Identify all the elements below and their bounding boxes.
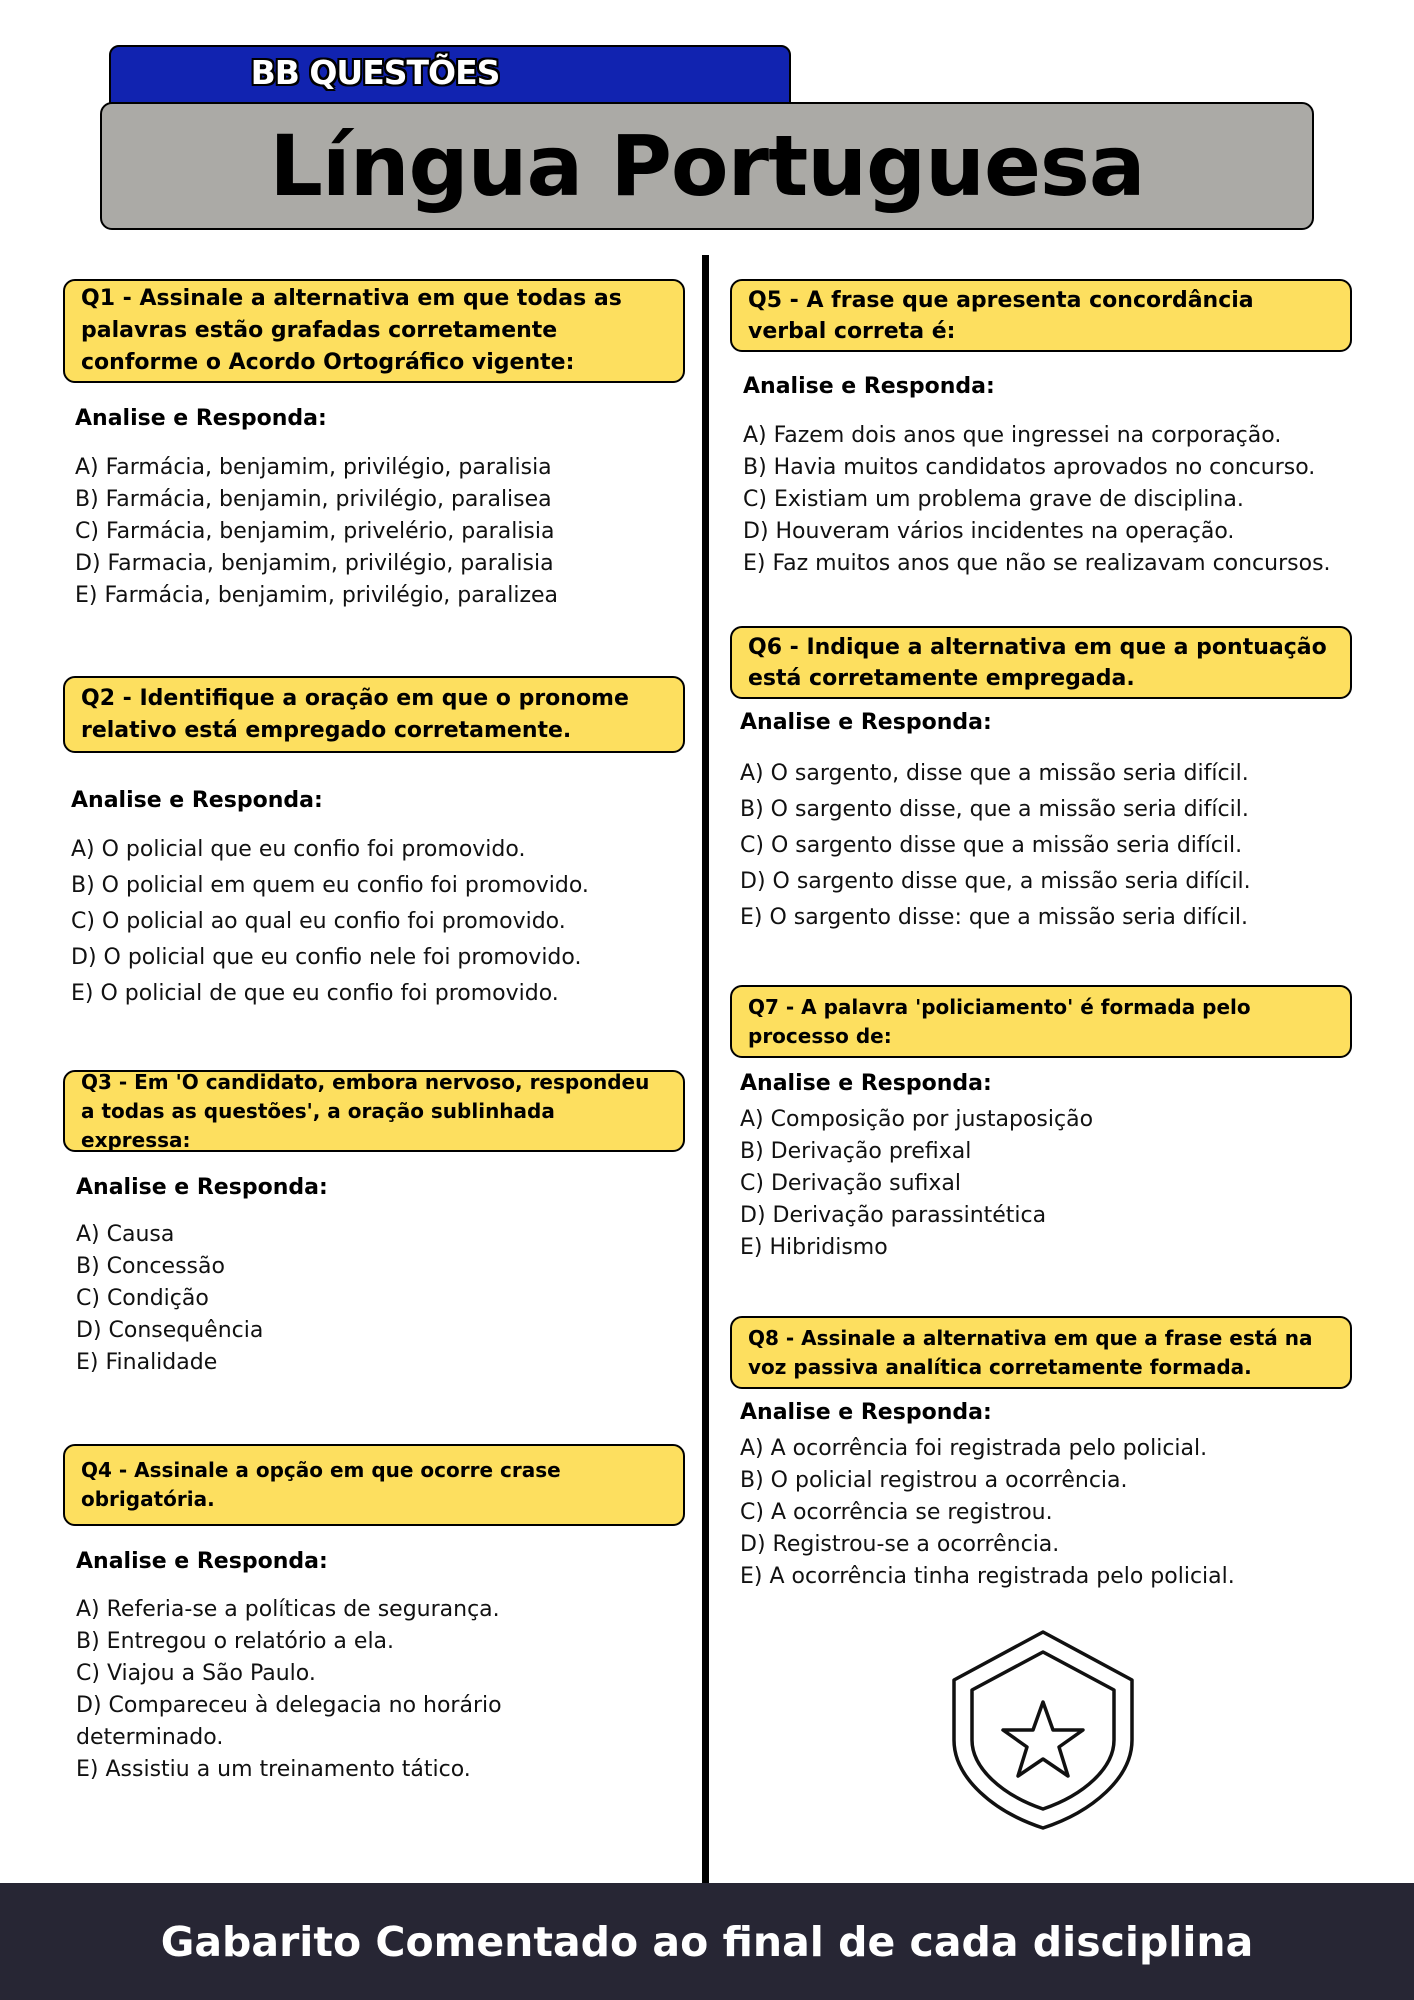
analise-label-q5: Analise e Responda: <box>743 374 995 399</box>
question-q5-box <box>730 279 1352 352</box>
option-q8-c[interactable]: C) A ocorrência se registrou. <box>740 1500 1053 1525</box>
option-q7-b[interactable]: B) Derivação prefixal <box>740 1139 972 1164</box>
option-q2-a[interactable]: A) O policial que eu confio foi promovido. <box>71 837 526 862</box>
option-q2-e[interactable]: E) O policial de que eu confio foi promovido. <box>71 981 559 1006</box>
analise-label-q2: Analise e Responda: <box>71 788 323 813</box>
option-q1-e[interactable]: E) Farmácia, benjamim, privilégio, paralizea <box>75 583 559 608</box>
options-q7 <box>740 1104 1093 1264</box>
option-q8-d[interactable]: D) Registrou-se a ocorrência. <box>740 1532 1060 1557</box>
option-q1-d[interactable]: D) Farmacia, benjamim, privilégio, paralisia <box>75 551 554 576</box>
option-q3-e[interactable]: E) Finalidade <box>76 1350 218 1375</box>
options-q3 <box>76 1219 263 1379</box>
options-q5 <box>743 420 1331 580</box>
option-q4-e[interactable]: E) Assistiu a um treinamento tático. <box>76 1757 471 1782</box>
option-q2-c[interactable]: C) O policial ao qual eu confio foi promovido. <box>71 909 566 934</box>
question-q5-text: Q5 - A frase que apresenta concordância verbal correta é: <box>748 287 1254 344</box>
option-q5-a[interactable]: A) Fazem dois anos que ingressei na corporação. <box>743 423 1282 448</box>
option-q4-b[interactable]: B) Entregou o relatório a ela. <box>76 1629 395 1654</box>
question-q8-text: Q8 - Assinale a alternativa em que a frase está na voz passiva analítica corretamente formada. <box>748 1325 1313 1379</box>
option-q4-d[interactable]: D) Compareceu à delegacia no horário determinado. <box>76 1693 502 1750</box>
footer-banner <box>0 1883 1414 2000</box>
option-q6-b[interactable]: B) O sargento disse, que a missão seria difícil. <box>740 797 1249 822</box>
analise-label-q7: Analise e Responda: <box>740 1071 992 1096</box>
question-q2-box <box>63 676 685 753</box>
option-q4-c[interactable]: C) Viajou a São Paulo. <box>76 1661 316 1686</box>
question-q8-box <box>730 1316 1352 1389</box>
footer-text: Gabarito Comentado ao final de cada disciplina <box>160 1917 1254 1966</box>
option-q7-e[interactable]: E) Hibridismo <box>740 1235 888 1260</box>
analise-label-q4: Analise e Responda: <box>76 1549 328 1574</box>
options-q1 <box>75 452 558 612</box>
analise-label-q8: Analise e Responda: <box>740 1400 992 1425</box>
option-q6-a[interactable]: A) O sargento, disse que a missão seria difícil. <box>740 761 1249 786</box>
option-q3-d[interactable]: D) Consequência <box>76 1318 264 1343</box>
option-q5-c[interactable]: C) Existiam um problema grave de disciplina. <box>743 487 1244 512</box>
question-q1-text: Q1 - Assinale a alternativa em que todas as palavras estão grafadas corretamente conforme o Acordo Ortográfico vigente: <box>81 286 622 375</box>
column-divider <box>702 255 709 1885</box>
question-q4-text: Q4 - Assinale a opção em que ocorre crase obrigatória. <box>81 1458 561 1511</box>
option-q1-c[interactable]: C) Farmácia, benjamim, privelério, paralisia <box>75 519 555 544</box>
option-q2-d[interactable]: D) O policial que eu confio nele foi promovido. <box>71 945 582 970</box>
shield-star-icon <box>950 1628 1136 1832</box>
option-q7-a[interactable]: A) Composição por justaposição <box>740 1107 1094 1132</box>
question-q1-box <box>63 279 685 383</box>
option-q4-a[interactable]: A) Referia-se a políticas de segurança. <box>76 1597 500 1622</box>
question-q4-box <box>63 1444 685 1526</box>
options-q6 <box>740 756 1251 936</box>
option-q5-b[interactable]: B) Havia muitos candidatos aprovados no concurso. <box>743 455 1316 480</box>
option-q3-a[interactable]: A) Causa <box>76 1222 175 1247</box>
analise-label-q6: Analise e Responda: <box>740 710 992 735</box>
brand-label: BB QUESTÕES <box>250 53 500 92</box>
question-q3-box <box>63 1070 685 1152</box>
option-q1-a[interactable]: A) Farmácia, benjamim, privilégio, paralisia <box>75 455 552 480</box>
option-q8-b[interactable]: B) O policial registrou a ocorrência. <box>740 1468 1128 1493</box>
option-q2-b[interactable]: B) O policial em quem eu confio foi promovido. <box>71 873 589 898</box>
question-q7-text: Q7 - A palavra 'policiamento' é formada pelo processo de: <box>748 994 1251 1048</box>
option-q1-b[interactable]: B) Farmácia, benjamin, privilégio, paralisea <box>75 487 552 512</box>
option-q5-e[interactable]: E) Faz muitos anos que não se realizavam concursos. <box>743 551 1331 576</box>
question-q7-box <box>730 985 1352 1058</box>
option-q7-d[interactable]: D) Derivação parassintética <box>740 1203 1047 1228</box>
title-banner <box>100 102 1314 230</box>
options-q2 <box>71 832 589 1012</box>
page-title: Língua Portuguesa <box>269 117 1145 215</box>
option-q6-c[interactable]: C) O sargento disse que a missão seria difícil. <box>740 833 1243 858</box>
option-q8-e[interactable]: E) A ocorrência tinha registrada pelo policial. <box>740 1564 1235 1589</box>
option-q6-d[interactable]: D) O sargento disse que, a missão seria difícil. <box>740 869 1251 894</box>
question-q3-text: Q3 - Em 'O candidato, embora nervoso, respondeu a todas as questões', a oração sublinhada expressa: <box>81 1069 650 1152</box>
question-q6-text: Q6 - Indique a alternativa em que a pontuação está corretamente empregada. <box>748 634 1327 691</box>
analise-label-q3: Analise e Responda: <box>76 1175 328 1200</box>
options-q8 <box>740 1433 1235 1593</box>
option-q5-d[interactable]: D) Houveram vários incidentes na operação. <box>743 519 1235 544</box>
option-q3-b[interactable]: B) Concessão <box>76 1254 225 1279</box>
question-q6-box <box>730 626 1352 699</box>
analise-label-q1: Analise e Responda: <box>75 406 327 431</box>
option-q3-c[interactable]: C) Condição <box>76 1286 209 1311</box>
question-q2-text: Q2 - Identifique a oração em que o pronome relativo está empregado corretamente. <box>81 685 629 743</box>
option-q6-e[interactable]: E) O sargento disse: que a missão seria difícil. <box>740 905 1249 930</box>
option-q8-a[interactable]: A) A ocorrência foi registrada pelo policial. <box>740 1436 1208 1461</box>
option-q7-c[interactable]: C) Derivação sufixal <box>740 1171 961 1196</box>
options-q4 <box>76 1594 616 1786</box>
